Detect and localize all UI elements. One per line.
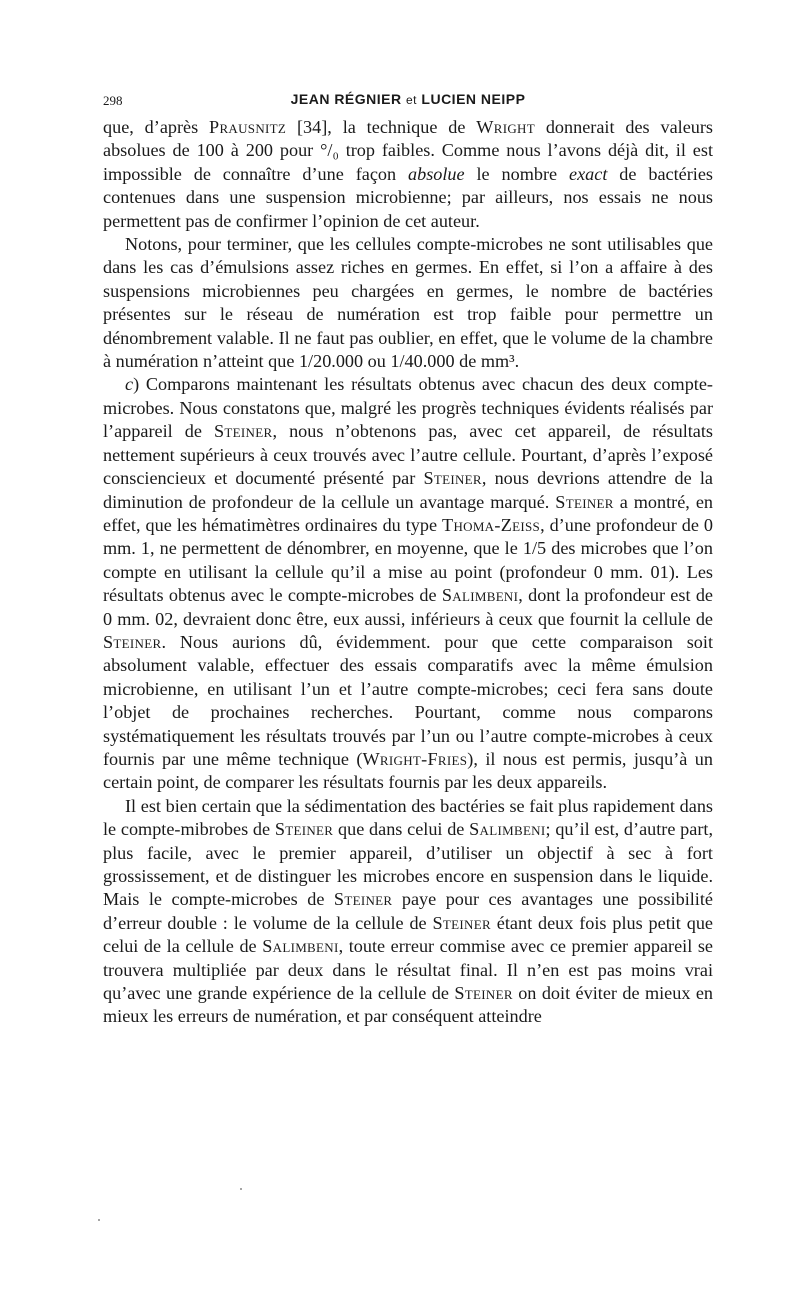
text-run: , toute erreur commise avec ce premier appareil se trouvera multipliée par deux dans le résultat final. Il n’en est pas moins vrai qu’avec une grande expérience de la cellule de	[103, 936, 713, 1004]
author-name: Steiner	[423, 468, 482, 489]
author-name: Salimbeni	[441, 585, 519, 606]
paper-speck	[98, 1219, 100, 1221]
author-name: Steiner	[432, 912, 491, 933]
text-run: donnerait des valeurs absolues de 100 à 200 pour °/₀ trop faibles. Comme nous l’avons déjà dit, il est impossible de connaître d’une façon	[103, 117, 713, 184]
text-run: , d’une profondeur de 0 mm. 1, ne permettent de dénombrer, en moyenne, que le 1/5 des microbes que l’on compte en utilisant la cellule qu’il a mise au point (profondeur 0 mm. 01). Les résultats obtenus avec le compte-microbes de	[103, 514, 713, 606]
paragraph	[103, 373, 713, 794]
paragraph	[103, 233, 713, 373]
emphasis-text: absolue	[408, 163, 465, 184]
body-text	[103, 116, 713, 1029]
text-run: , nous devrions attendre de la diminution de profondeur de la cellule un avantage marqué.	[103, 468, 713, 512]
text-run: Notons, pour terminer, que les cellules compte-microbes ne sont utilisables que dans les cas d’émulsions assez riches en germes. En effet, si l’on a affaire à des suspensions microbiennes peu chargées en germes, le nombre de bactéries présentes sur le réseau de numération est trop faible pour permettre un dénombrement valable. Il ne faut pas oublier, en effet, que le volume de la chambre à numération n’atteint que 1/20.000 ou 1/40.000 de mm³.	[103, 234, 713, 372]
text-run: . Nous aurions dû, évidemment. pour que cette comparaison soit absolument valable, effectuer des essais comparatifs avec la même émulsion microbienne, en utilisant l’un et l’autre compte-microbes; ceci fera sans doute l’objet de prochaines recherches. Pourtant, comme nous comparons systématiquement les résultats trouvés par l’un ou l’autre compte-microbes à ceux fournis par une même technique (	[103, 631, 713, 769]
author-name: Salimbeni	[262, 936, 339, 957]
author-name: Steiner	[454, 983, 513, 1004]
text-run: , dont la profondeur est de 0 mm. 02, devraient donc être, eux aussi, inférieurs à ceux que fournit la cellule de	[103, 585, 713, 629]
paragraph	[103, 116, 713, 233]
author-name: Wright-Fries	[362, 748, 468, 769]
text-run: que dans celui de	[333, 819, 470, 840]
text-run: ) Comparons maintenant les résultats obtenus avec chacun des deux compte-microbes. Nous constatons que, malgré les progrès techniques évidents réalisés par l’appareil de	[103, 374, 713, 442]
page-number: 298	[103, 93, 123, 108]
author-name: Prausnitz	[209, 117, 287, 137]
running-title-joiner: et	[406, 93, 418, 107]
running-title-author-2: LUCIEN NEIPP	[421, 91, 526, 107]
text-run: a montré, en effet, que les hématimètres ordinaires du type	[103, 491, 713, 535]
author-name: Wright	[476, 117, 535, 137]
book-page	[103, 88, 713, 1029]
paper-speck	[240, 1188, 242, 1190]
text-run: de bactéries contenues dans une suspension microbienne; par ailleurs, nos essais ne nous permettent pas de confirmer l’opinion de cet auteur.	[103, 163, 713, 231]
text-run: on doit éviter de mieux en mieux les erreurs de numération, et par conséquent atteindre	[103, 983, 713, 1027]
text-run: que, d’après	[103, 117, 210, 137]
emphasis-text: exact	[569, 163, 608, 184]
author-name: Steiner	[555, 491, 614, 512]
text-run: ; qu’il est, d’autre part, plus facile, avec le premier appareil, d’utiliser un objectif à sec à fort grossissement, et de distinguer les microbes encore en suspension dans le liquide. Mais le compte-microbes de	[103, 819, 713, 910]
running-title	[103, 91, 713, 107]
text-run: paye pour ces avantages une possibilité d’erreur double : le volume de la cellule de	[103, 889, 713, 933]
author-name: Steiner	[214, 421, 273, 442]
running-title-author-1: JEAN RÉGNIER	[290, 91, 402, 107]
text-run: Il est bien certain que la sédimentation des bactéries se fait plus rapidement dans le compte-mibrobes de	[103, 795, 713, 840]
text-run: , nous n’obtenons pas, avec cet appareil, de résultats nettement supérieurs à ceux trouvés avec l’autre cellule. Pourtant, d’après l’exposé consciencieux et documenté présenté par	[103, 421, 714, 489]
author-name: Steiner	[274, 819, 334, 840]
text-run: [34], la technique de	[286, 117, 477, 137]
author-name: Salimbeni	[469, 819, 546, 840]
author-name: Steiner	[333, 889, 393, 910]
page-header	[103, 88, 713, 116]
text-run: ), il nous est permis, jusqu’à un certain point, de comparer les résultats fournis par les deux appareils.	[103, 748, 713, 793]
author-name: Thoma-Zeiss	[442, 514, 541, 535]
emphasis-text: c	[125, 374, 134, 395]
author-name: Steiner	[103, 631, 162, 652]
text-run: étant deux fois plus petit que celui de la cellule de	[103, 912, 713, 957]
text-run: le nombre	[464, 163, 570, 184]
paragraph	[103, 795, 713, 1029]
